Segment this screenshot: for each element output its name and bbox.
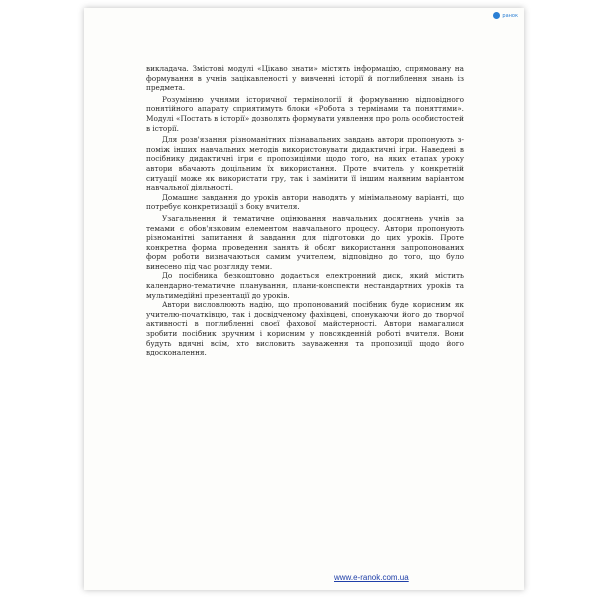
publisher-logo-icon — [493, 12, 500, 19]
paragraph-4: Домашнє завдання до уроків автори наводять у мінімальному варіанті, що потребує конкретизації з боку вчителя. — [146, 192, 464, 212]
paragraph-5: Узагальнення й тематичне оцінювання навчальних досягнень учнів за темами є обов'язковим елементом навчального процесу. Автори пропонують різноманітні запитання й завдання для підготовки до цих уроків. Проте конкретна форма проведення занять й обсяг використання запропонованих форм роботи визначаються самим учителем, відповідно до того, що було винесено під час розгляду теми. — [146, 213, 464, 271]
document-page — [84, 8, 524, 590]
footer-website-link[interactable]: www.e-ranok.com.ua — [334, 573, 409, 582]
paragraph-3: Для розв'язання різноманітних пізнавальних завдань автори пропонують з-поміж інших навчальних методів використовувати дидактичні ігри. Наведені в посібнику дидактичні ігри є пропозиціями щодо того, на яких етапах уроку автори вбачають доцільним їх використання. Проте вчитель у конкретній ситуації може як використати гру, так і замінити її іншим наявним варіантом навчальної діяльності. — [146, 135, 464, 193]
body-text — [146, 64, 464, 358]
publisher-logo — [493, 12, 518, 19]
paragraph-2: Розумінню учнями історичної термінології й формуванню відповідного понятійного апарату сприятимуть блоки «Робота з термінами та поняттями». Модулі «Постать в історії» дозволять формувати уявлення про роль особистостей в історії. — [146, 94, 464, 133]
paragraph-7: Автори висловлюють надію, що пропонований посібник буде корисним як учителю-початківцю, так і досвідченому фахівцеві, спонукаючи його до творчої активності в поглибленні своєї фахової майстерності. Автори намагалися зробити посібник зручним і корисним у повсякденній роботі вчителя. Вони будуть вдячні всім, хто висловить зауваження та пропозиції щодо його вдосконалення. — [146, 300, 464, 358]
paragraph-6: До посібника безкоштовно додається електронний диск, який містить календарно-тематичне планування, плани-конспекти нестандартних уроків та мультимедійні презентації до уроків. — [146, 271, 464, 300]
paragraph-1: викладача. Змістові модулі «Цікаво знати» містять інформацію, спрямовану на формування в учнів зацікавленості у вивченні історії й поглиблення знань із предмета. — [146, 64, 464, 93]
publisher-logo-text: ранок — [502, 12, 518, 19]
